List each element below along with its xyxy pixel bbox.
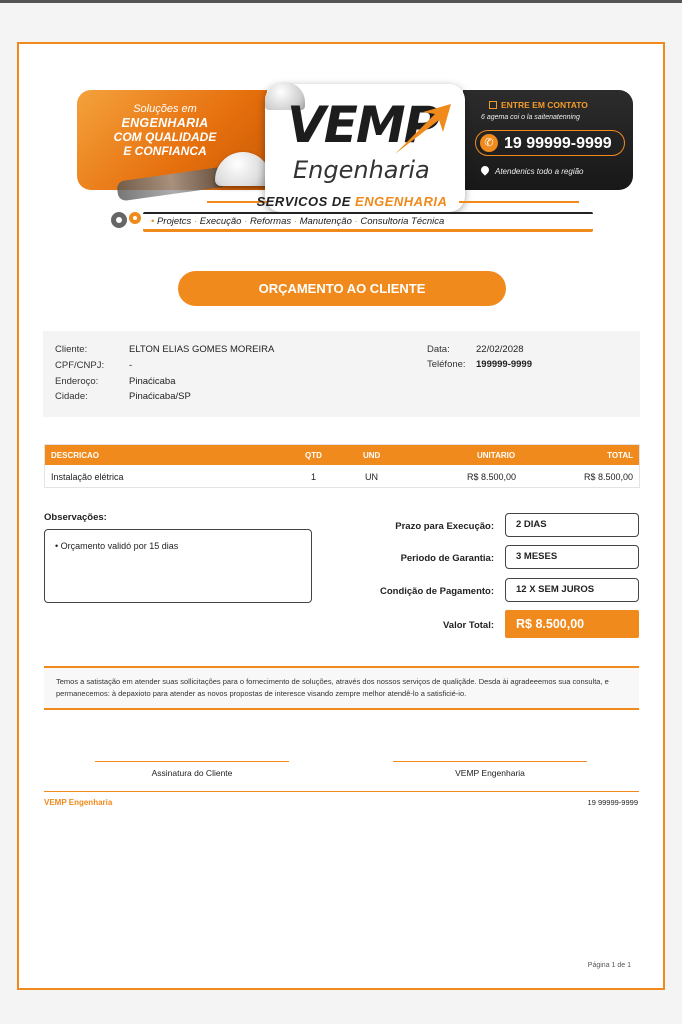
header-banner (67, 84, 633, 244)
row-qty: 1 (311, 472, 317, 482)
payment-label: Condição de Pagamento: (379, 586, 494, 597)
company-signature-label: VEMP Engenharia (455, 768, 525, 778)
banner-tagline (95, 102, 235, 158)
gears-icon (107, 208, 147, 230)
phone-label: Teléfone: (427, 359, 466, 370)
footer-divider (44, 791, 639, 792)
total-label: Valor Total: (442, 620, 494, 631)
company-logo (265, 84, 465, 212)
client-name: ELTON ELIAS GOMES MOREIRA (129, 344, 275, 355)
top-bar (0, 0, 682, 3)
services-title-a: SERVICOS DE (256, 194, 356, 209)
client-address-label: Enderoço: (55, 376, 99, 387)
quote-date: 22/02/2028 (476, 344, 524, 355)
col-description: DESCRICAO (51, 451, 100, 460)
thanks-text: Temos a satistação em atender suas sollicitações para o fornecimento de soluções, através dos nossos serviços de qualiçãde. Desda ài agradeeemos sua consulta, e permanecemos: à depaxioto para atender as novos propostas de interesce visando zempre melhor atendê-lo a satisficié-io. (56, 677, 609, 698)
footer-phone: 19 99999-9999 (587, 798, 638, 807)
tagline-line3: COM QUALIDADE (113, 130, 217, 144)
client-city-label: Cidade: (55, 391, 88, 402)
services-title-b: ENGENHARIA (355, 194, 448, 209)
service-item: Reformas (249, 216, 292, 227)
service-item: Manutenção (299, 216, 352, 227)
quote-document (17, 42, 665, 990)
row-total: R$ 8.500,00 (583, 472, 633, 482)
logo-swoosh-icon (393, 102, 453, 158)
col-unit: UND (363, 451, 381, 460)
row-unit-price: R$ 8.500,00 (467, 472, 517, 482)
service-item: Execução (199, 216, 242, 227)
contact-header (489, 100, 588, 110)
banner-phone-number: 19 99999-9999 (504, 135, 612, 152)
services-list: • Projetcs · Execução · Reformas · Manutenção · Consultoria Técnica (151, 216, 445, 227)
client-address: Pinaćicaba (129, 376, 176, 387)
client-city: Pinaćicaba/SP (129, 391, 191, 402)
total-value: R$ 8.500,00 (505, 610, 639, 638)
document-title: ORÇAMENTO AO CLIENTE (178, 271, 506, 306)
logo-wordmark: VEMP (287, 96, 439, 154)
contact-subtext: 6 agema coi o la saitenatenning (481, 114, 580, 121)
col-total: TOTAL (607, 451, 633, 460)
attendance-text: Atendenics todo a região (495, 167, 584, 176)
phone-icon: ✆ (480, 134, 498, 152)
observations-label: Observações: (44, 512, 107, 523)
execution-label: Prazo para Execução: (395, 521, 494, 532)
services-strip (143, 212, 593, 232)
client-doc: - (129, 360, 133, 371)
service-item: Projetcs (156, 216, 192, 227)
client-doc-label: CPF/CNPJ: (55, 360, 105, 371)
contact-header-label: ENTRE EM CONTATO (501, 100, 588, 110)
date-label: Data: (427, 344, 450, 355)
client-name-label: Cliente: (55, 344, 88, 355)
col-unit-price: UNITARIO (477, 451, 516, 460)
banner-contact-panel (463, 90, 633, 190)
services-banner (107, 194, 597, 236)
thanks-note (44, 666, 639, 710)
observations-text: • Orçamento validó por 15 dias (55, 541, 179, 551)
items-table (44, 444, 640, 488)
banner-tagline-panel (77, 90, 267, 190)
payment-value: 12 X SEM JUROS (505, 578, 639, 602)
client-signature-label: Assinatura do Cliente (151, 768, 233, 778)
table-header (45, 445, 639, 465)
tagline-line1: Soluções em (133, 103, 197, 115)
logo-subtitle: Engenharia (293, 156, 430, 184)
tagline-line4: E CONFIANCA (123, 144, 207, 158)
client-signature-line (95, 761, 289, 762)
services-title (107, 194, 597, 209)
row-description: Instalação elétrica (51, 472, 124, 482)
col-qty: QTD (305, 451, 322, 460)
service-item: Consultoria Técnica (360, 216, 445, 227)
table-row (45, 466, 639, 488)
client-phone: 199999-9999 (476, 359, 532, 370)
execution-value: 2 DIAS (505, 513, 639, 537)
warranty-label: Periodo de Garantia: (400, 553, 494, 564)
observations-box (44, 529, 312, 603)
banner-phone (475, 130, 625, 156)
client-info-panel (43, 331, 640, 417)
page-number: Página 1 de 1 (587, 962, 631, 969)
company-signature-line (393, 761, 587, 762)
footer-company: VEMP Engenharia (44, 798, 113, 807)
warranty-value: 3 MESES (505, 545, 639, 569)
location-pin-icon (479, 164, 490, 175)
attendance-note (481, 166, 584, 176)
check-icon (489, 101, 497, 109)
row-unit: UN (365, 472, 378, 482)
tagline-line2: ENGENHARIA (121, 116, 209, 130)
